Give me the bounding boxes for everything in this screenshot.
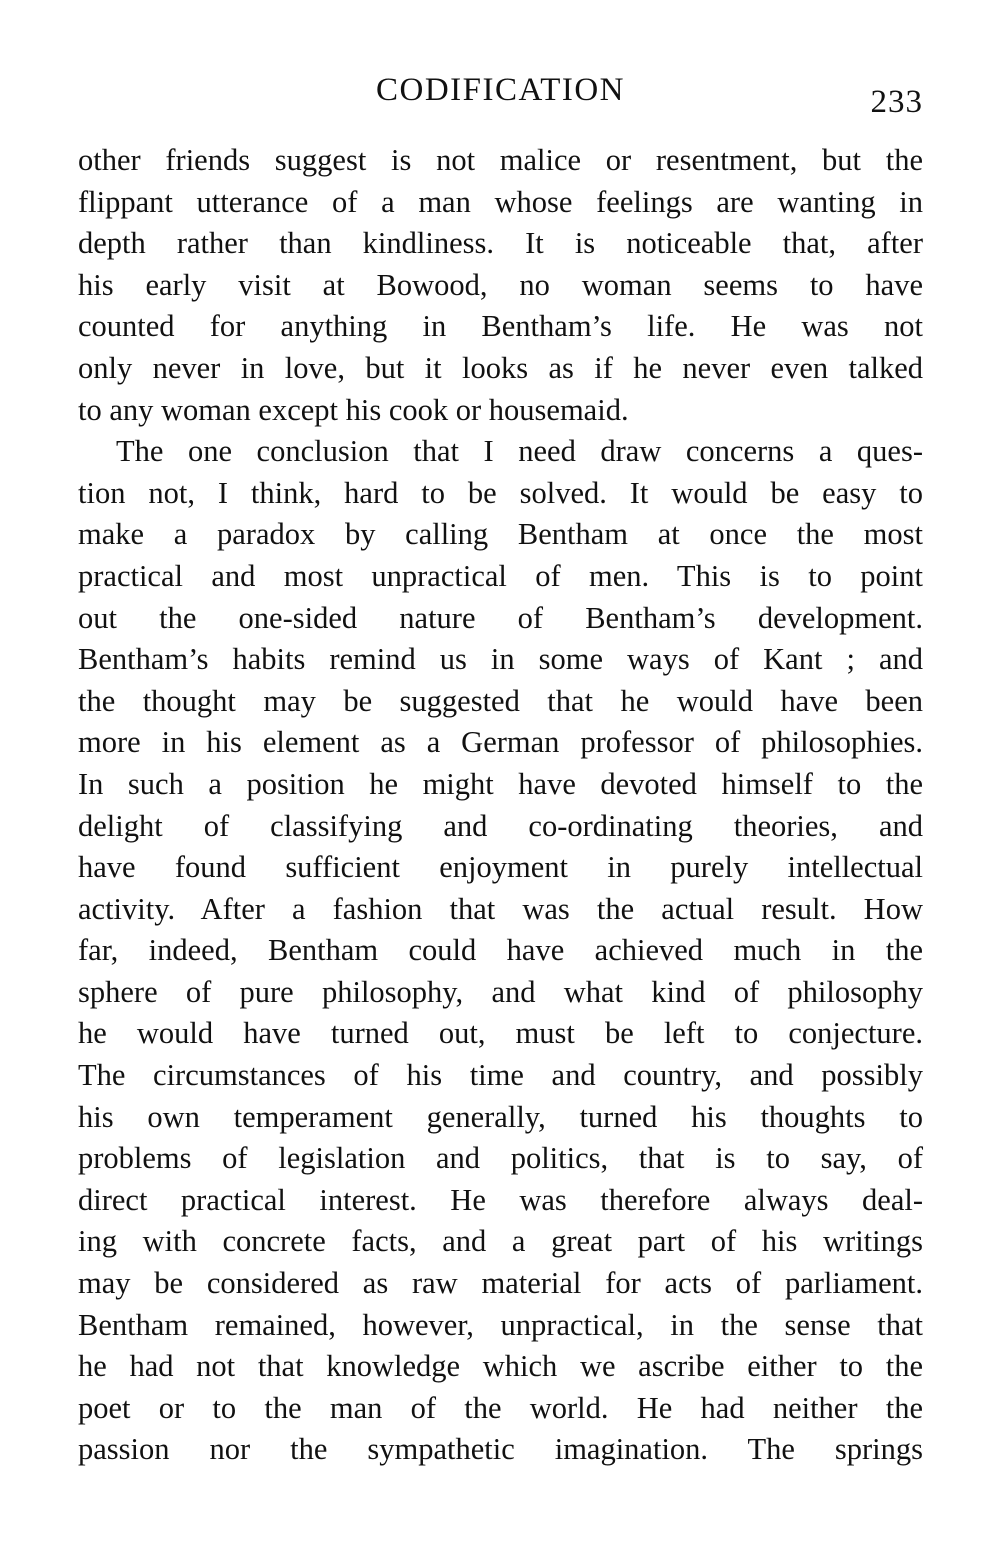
- text-line: only never in love, but it looks as if he never even talked: [78, 350, 923, 385]
- text-line: practical and most unpractical of men. This is to point: [78, 558, 923, 593]
- text-line: he had not that knowledge which we ascribe either to the: [78, 1349, 923, 1384]
- text-line: ing with concrete facts, and a great part of his writings: [78, 1224, 923, 1259]
- text-line: In such a position he might have devoted himself to the: [78, 766, 923, 801]
- text-line: flippant utterance of a man whose feelings are wanting in: [78, 184, 923, 219]
- text-line: other friends suggest is not malice or resentment, but the: [78, 143, 923, 177]
- text-line: to any woman except his cook or housemaid.: [78, 392, 629, 427]
- text-line: have found sufficient enjoyment in purely intellectual: [78, 850, 923, 885]
- text-line: more in his element as a German professor of philosophies.: [78, 725, 923, 760]
- text-line: Bentham’s habits remind us in some ways of Kant ; and: [78, 642, 923, 677]
- text-line: The circumstances of his time and country, and possibly: [78, 1058, 923, 1093]
- page-header: [78, 68, 923, 118]
- text-line: make a paradox by calling Bentham at once the most: [78, 517, 923, 552]
- page-number: 233: [870, 84, 923, 120]
- text-line: problems of legislation and politics, that is to say, of: [78, 1141, 923, 1176]
- text-line: passion nor the sympathetic imagination. The springs: [78, 1432, 923, 1467]
- text-line: depth rather than kindliness. It is noticeable that, after: [78, 226, 923, 261]
- body-text: [78, 140, 923, 1471]
- text-line: direct practical interest. He was therefore always deal-: [78, 1182, 923, 1217]
- text-line: Bentham remained, however, unpractical, in the sense that: [78, 1307, 923, 1342]
- text-line: poet or to the man of the world. He had neither the: [78, 1390, 923, 1425]
- text-line: counted for anything in Bentham’s life. He was not: [78, 309, 923, 344]
- running-head: CODIFICATION: [376, 72, 625, 108]
- text-line: tion not, I think, hard to be solved. It would be easy to: [78, 475, 923, 510]
- text-line: delight of classifying and co-ordinating theories, and: [78, 808, 923, 843]
- text-line: may be considered as raw material for acts of parliament.: [78, 1266, 923, 1301]
- text-line: out the one-sided nature of Bentham’s development.: [78, 600, 923, 635]
- text-line: far, indeed, Bentham could have achieved much in the: [78, 933, 923, 968]
- text-line: he would have turned out, must be left to conjecture.: [78, 1016, 923, 1051]
- text-line: the thought may be suggested that he would have been: [78, 683, 923, 718]
- text-line: sphere of pure philosophy, and what kind of philosophy: [78, 974, 923, 1009]
- text-line: his early visit at Bowood, no woman seems to have: [78, 267, 923, 302]
- text-line: activity. After a fashion that was the actual result. How: [78, 891, 923, 926]
- text-line: his own temperament generally, turned his thoughts to: [78, 1099, 923, 1134]
- paragraph-first-line: The one conclusion that I need draw concerns a ques-: [116, 434, 923, 469]
